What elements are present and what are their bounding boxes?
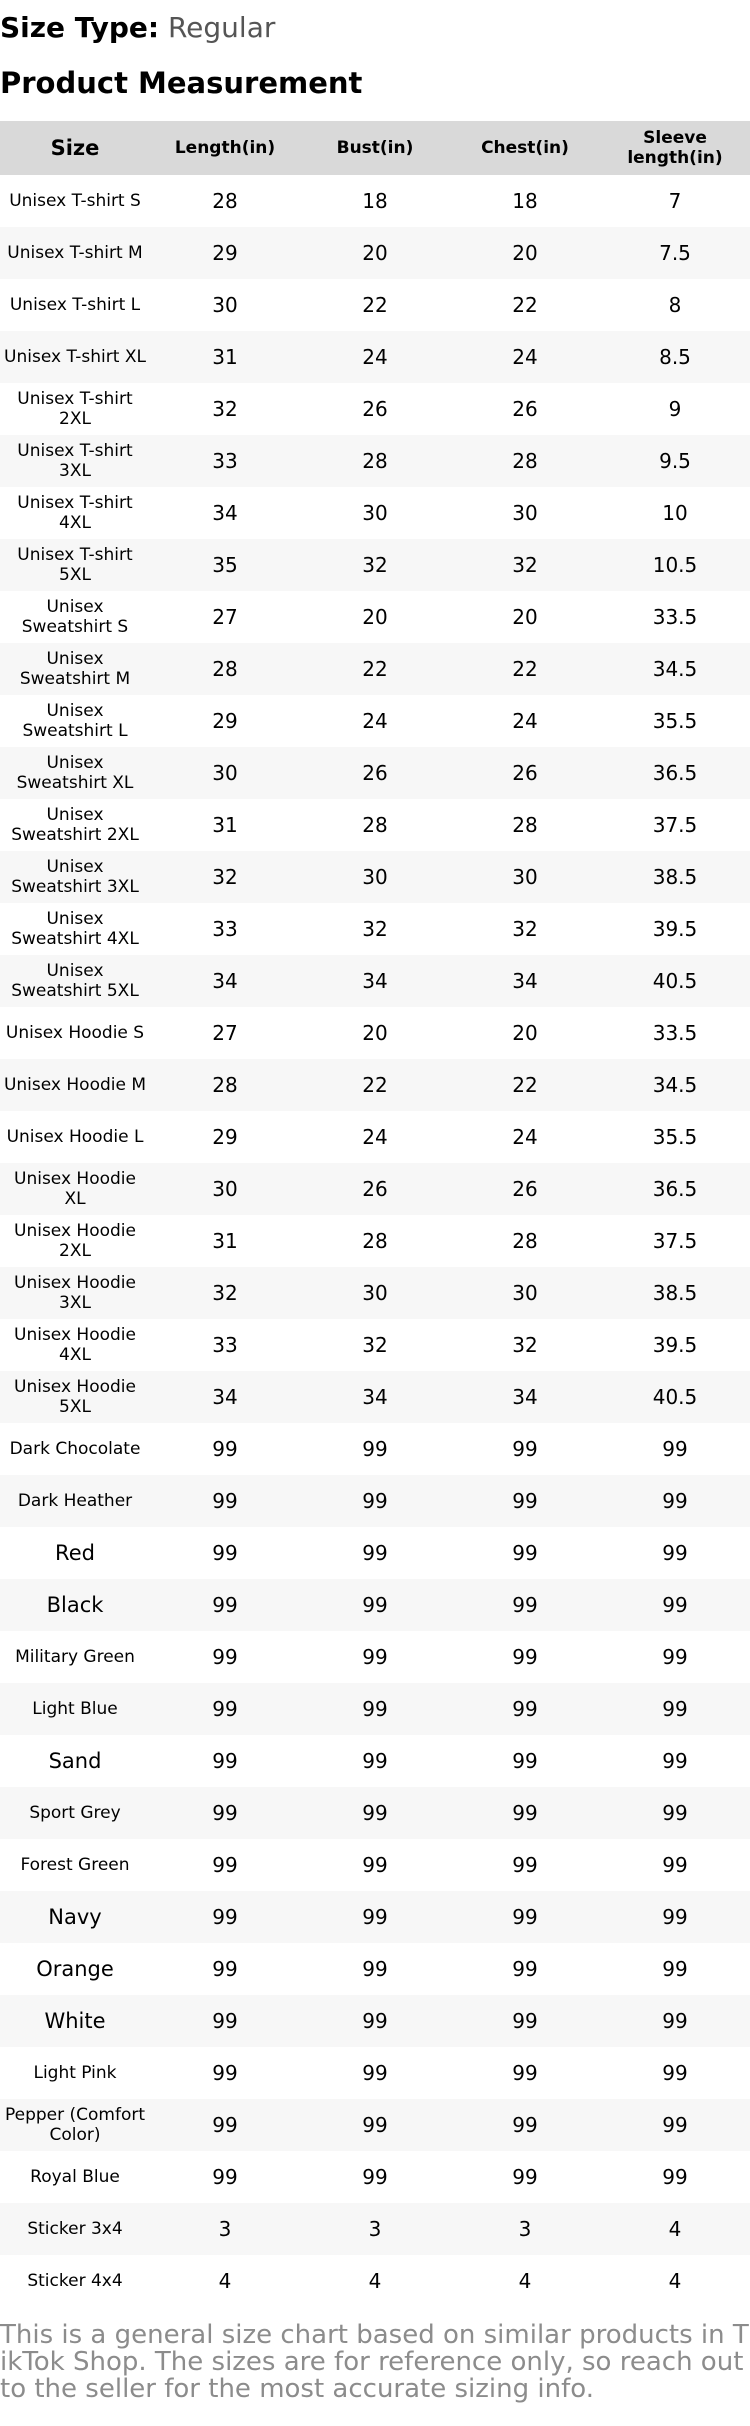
section-title: Product Measurement — [0, 66, 363, 100]
sleeve-length-cell: 36.5 — [652, 1177, 698, 1201]
bust-cell: 99 — [362, 1905, 388, 1929]
length-cell: 32 — [212, 865, 238, 889]
table-row — [0, 1267, 750, 1319]
size-cell: Dark Heather — [17, 1491, 133, 1511]
size-cell: Dark Chocolate — [9, 1439, 141, 1459]
column-header-size: Size — [50, 136, 100, 160]
sleeve-length-cell: 10.5 — [652, 553, 698, 577]
sleeve-length-cell: 99 — [662, 1801, 688, 1825]
bust-cell: 99 — [362, 2113, 388, 2137]
chest-cell: 28 — [512, 1229, 538, 1253]
table-row — [0, 1683, 750, 1735]
bust-cell: 99 — [362, 1489, 388, 1513]
size-cell: Orange — [36, 1957, 114, 1981]
length-cell: 34 — [212, 501, 238, 525]
chest-cell: 24 — [512, 1125, 538, 1149]
size-cell: Unisex Sweatshirt 5XL — [11, 961, 139, 1001]
bust-cell: 20 — [362, 241, 388, 265]
size-cell: Unisex Sweatshirt 2XL — [11, 805, 139, 845]
bust-cell: 24 — [362, 709, 388, 733]
table-row — [0, 279, 750, 331]
sleeve-length-cell: 39.5 — [652, 1333, 698, 1357]
size-type-line — [0, 8, 275, 48]
sleeve-length-cell: 99 — [662, 2165, 688, 2189]
bust-cell: 26 — [362, 761, 388, 785]
length-cell: 31 — [212, 345, 238, 369]
sleeve-length-cell: 99 — [662, 1645, 688, 1669]
length-cell: 99 — [212, 2009, 238, 2033]
size-cell: Unisex Hoodie 5XL — [14, 1377, 136, 1417]
length-cell: 30 — [212, 1177, 238, 1201]
chest-cell: 99 — [512, 1957, 538, 1981]
sleeve-length-cell: 35.5 — [652, 1125, 698, 1149]
chest-cell: 24 — [512, 709, 538, 733]
table-body — [0, 175, 750, 2307]
table-row — [0, 2099, 750, 2151]
sleeve-length-cell: 38.5 — [652, 865, 698, 889]
sleeve-length-cell: 34.5 — [652, 1073, 698, 1097]
size-cell: Unisex Sweatshirt 3XL — [11, 857, 139, 897]
size-cell: Unisex Sweatshirt 4XL — [11, 909, 139, 949]
bust-cell: 22 — [362, 293, 388, 317]
bust-cell: 99 — [362, 1697, 388, 1721]
bust-cell: 32 — [362, 917, 388, 941]
table-row — [0, 1371, 750, 1423]
table-row — [0, 1423, 750, 1475]
table-row — [0, 955, 750, 1007]
sleeve-length-cell: 34.5 — [652, 657, 698, 681]
bust-cell: 99 — [362, 2165, 388, 2189]
chest-cell: 30 — [512, 501, 538, 525]
size-cell: Unisex T-shirt 3XL — [17, 441, 133, 481]
length-cell: 28 — [212, 189, 238, 213]
table-row — [0, 1319, 750, 1371]
size-cell: Unisex Sweatshirt XL — [16, 753, 134, 793]
size-type-value: Regular — [167, 11, 276, 44]
length-cell: 29 — [212, 709, 238, 733]
sleeve-length-cell: 33.5 — [652, 1021, 698, 1045]
chest-cell: 20 — [512, 605, 538, 629]
size-cell: Pepper (Comfort Color) — [4, 2105, 146, 2145]
table-row — [0, 1787, 750, 1839]
size-cell: Navy — [48, 1905, 102, 1929]
chest-cell: 99 — [512, 2113, 538, 2137]
size-cell: Sand — [48, 1749, 102, 1773]
bust-cell: 99 — [362, 1801, 388, 1825]
sleeve-length-cell: 4 — [668, 2269, 682, 2293]
sleeve-length-cell: 33.5 — [652, 605, 698, 629]
size-cell: Unisex Sweatshirt M — [19, 649, 131, 689]
sleeve-length-cell: 99 — [662, 1437, 688, 1461]
table-row — [0, 747, 750, 799]
sleeve-length-cell: 36.5 — [652, 761, 698, 785]
size-cell: Unisex T-shirt XL — [4, 347, 146, 367]
bust-cell: 22 — [362, 1073, 388, 1097]
length-cell: 34 — [212, 969, 238, 993]
length-cell: 99 — [212, 1593, 238, 1617]
length-cell: 99 — [212, 2061, 238, 2085]
chest-cell: 22 — [512, 1073, 538, 1097]
sleeve-length-cell: 99 — [662, 1697, 688, 1721]
chest-cell: 28 — [512, 449, 538, 473]
size-type-label: Size Type: — [0, 11, 160, 44]
sleeve-length-cell: 99 — [662, 1541, 688, 1565]
bust-cell: 32 — [362, 1333, 388, 1357]
bust-cell: 99 — [362, 2009, 388, 2033]
chest-cell: 32 — [512, 917, 538, 941]
sleeve-length-cell: 9.5 — [659, 449, 691, 473]
table-row — [0, 539, 750, 591]
sleeve-length-cell: 37.5 — [652, 813, 698, 837]
sleeve-length-cell: 99 — [662, 1749, 688, 1773]
chest-cell: 22 — [512, 657, 538, 681]
size-cell: Sport Grey — [29, 1803, 121, 1823]
size-cell: Sticker 4x4 — [27, 2271, 123, 2291]
length-cell: 32 — [212, 1281, 238, 1305]
bust-cell: 4 — [368, 2269, 382, 2293]
length-cell: 99 — [212, 2165, 238, 2189]
sleeve-length-cell: 99 — [662, 1489, 688, 1513]
sleeve-length-cell: 8 — [668, 293, 682, 317]
length-cell: 3 — [218, 2217, 232, 2241]
table-row — [0, 2047, 750, 2099]
sleeve-length-cell: 4 — [668, 2217, 682, 2241]
size-cell: Sticker 3x4 — [27, 2219, 123, 2239]
sleeve-length-cell: 99 — [662, 2009, 688, 2033]
size-cell: Forest Green — [20, 1855, 130, 1875]
table-row — [0, 799, 750, 851]
table-row — [0, 1527, 750, 1579]
chest-cell: 99 — [512, 1697, 538, 1721]
sleeve-length-cell: 38.5 — [652, 1281, 698, 1305]
length-cell: 99 — [212, 1437, 238, 1461]
table-row — [0, 1579, 750, 1631]
chest-cell: 99 — [512, 1645, 538, 1669]
sleeve-length-cell: 10 — [662, 501, 688, 525]
sleeve-length-cell: 99 — [662, 1905, 688, 1929]
length-cell: 99 — [212, 1749, 238, 1773]
chest-cell: 32 — [512, 553, 538, 577]
length-cell: 99 — [212, 1489, 238, 1513]
bust-cell: 24 — [362, 1125, 388, 1149]
size-cell: Unisex T-shirt M — [7, 243, 143, 263]
length-cell: 4 — [218, 2269, 232, 2293]
table-row — [0, 1007, 750, 1059]
chest-cell: 32 — [512, 1333, 538, 1357]
chest-cell: 22 — [512, 293, 538, 317]
size-cell: Unisex Hoodie XL — [14, 1169, 136, 1209]
size-cell: Unisex Hoodie 4XL — [14, 1325, 136, 1365]
bust-cell: 99 — [362, 1749, 388, 1773]
chest-cell: 4 — [518, 2269, 532, 2293]
length-cell: 33 — [212, 1333, 238, 1357]
chest-cell: 26 — [512, 761, 538, 785]
size-cell: Unisex T-shirt 5XL — [17, 545, 133, 585]
length-cell: 30 — [212, 293, 238, 317]
table-row — [0, 383, 750, 435]
table-row — [0, 1631, 750, 1683]
length-cell: 29 — [212, 1125, 238, 1149]
size-cell: Unisex T-shirt 4XL — [17, 493, 133, 533]
bust-cell: 20 — [362, 1021, 388, 1045]
chest-cell: 99 — [512, 1905, 538, 1929]
sleeve-length-cell: 99 — [662, 1593, 688, 1617]
size-cell: Light Blue — [32, 1699, 118, 1719]
column-header-sleeve-length: Sleeve length(in) — [627, 128, 723, 168]
length-cell: 28 — [212, 657, 238, 681]
length-cell: 99 — [212, 2113, 238, 2137]
bust-cell: 20 — [362, 605, 388, 629]
chest-cell: 99 — [512, 1437, 538, 1461]
size-cell: Unisex Hoodie M — [3, 1075, 147, 1095]
bust-cell: 28 — [362, 813, 388, 837]
size-chart-table — [0, 121, 750, 2307]
bust-cell: 30 — [362, 501, 388, 525]
table-row — [0, 2203, 750, 2255]
chest-cell: 99 — [512, 1801, 538, 1825]
chest-cell: 99 — [512, 1489, 538, 1513]
length-cell: 99 — [212, 1957, 238, 1981]
chest-cell: 99 — [512, 2165, 538, 2189]
table-row — [0, 487, 750, 539]
size-cell: Unisex Hoodie 2XL — [14, 1221, 136, 1261]
sleeve-length-cell: 7 — [668, 189, 682, 213]
length-cell: 27 — [212, 605, 238, 629]
table-row — [0, 903, 750, 955]
column-header-chest: Chest(in) — [481, 138, 569, 158]
bust-cell: 3 — [368, 2217, 382, 2241]
chest-cell: 99 — [512, 1749, 538, 1773]
size-chart-disclaimer: This is a general size chart based on similar products in TikTok Shop. The sizes are for reference only, so reach out to the seller for the most accurate sizing info. — [0, 2320, 749, 2404]
table-row — [0, 1839, 750, 1891]
table-row — [0, 1059, 750, 1111]
bust-cell: 32 — [362, 553, 388, 577]
size-cell: White — [44, 2009, 106, 2033]
table-row — [0, 1735, 750, 1787]
size-cell: Unisex T-shirt S — [9, 191, 141, 211]
length-cell: 35 — [212, 553, 238, 577]
size-cell: Black — [46, 1593, 104, 1617]
table-row — [0, 1475, 750, 1527]
bust-cell: 26 — [362, 1177, 388, 1201]
table-row — [0, 851, 750, 903]
sleeve-length-cell: 37.5 — [652, 1229, 698, 1253]
chest-cell: 26 — [512, 397, 538, 421]
length-cell: 99 — [212, 1853, 238, 1877]
sleeve-length-cell: 99 — [662, 1853, 688, 1877]
table-row — [0, 175, 750, 227]
chest-cell: 3 — [518, 2217, 532, 2241]
table-row — [0, 1891, 750, 1943]
chest-cell: 20 — [512, 241, 538, 265]
bust-cell: 99 — [362, 1957, 388, 1981]
chest-cell: 99 — [512, 2061, 538, 2085]
size-cell: Unisex Sweatshirt L — [22, 701, 128, 741]
bust-cell: 99 — [362, 1853, 388, 1877]
table-row — [0, 331, 750, 383]
chest-cell: 99 — [512, 1541, 538, 1565]
chest-cell: 99 — [512, 2009, 538, 2033]
chest-cell: 99 — [512, 1853, 538, 1877]
sleeve-length-cell: 7.5 — [659, 241, 691, 265]
chest-cell: 24 — [512, 345, 538, 369]
length-cell: 33 — [212, 449, 238, 473]
bust-cell: 18 — [362, 189, 388, 213]
bust-cell: 28 — [362, 1229, 388, 1253]
chest-cell: 34 — [512, 1385, 538, 1409]
size-cell: Military Green — [15, 1647, 135, 1667]
bust-cell: 34 — [362, 969, 388, 993]
size-cell: Unisex Hoodie 3XL — [14, 1273, 136, 1313]
length-cell: 29 — [212, 241, 238, 265]
size-cell: Red — [55, 1541, 95, 1565]
size-cell: Unisex Sweatshirt S — [21, 597, 129, 637]
chest-cell: 28 — [512, 813, 538, 837]
sleeve-length-cell: 9 — [668, 397, 682, 421]
sleeve-length-cell: 99 — [662, 1957, 688, 1981]
table-row — [0, 2151, 750, 2203]
chest-cell: 99 — [512, 1593, 538, 1617]
chest-cell: 30 — [512, 1281, 538, 1305]
table-row — [0, 1163, 750, 1215]
length-cell: 28 — [212, 1073, 238, 1097]
bust-cell: 28 — [362, 449, 388, 473]
length-cell: 32 — [212, 397, 238, 421]
bust-cell: 26 — [362, 397, 388, 421]
length-cell: 99 — [212, 1697, 238, 1721]
bust-cell: 99 — [362, 1437, 388, 1461]
table-row — [0, 1995, 750, 2047]
sleeve-length-cell: 99 — [662, 2061, 688, 2085]
sleeve-length-cell: 35.5 — [652, 709, 698, 733]
size-cell: Royal Blue — [30, 2167, 120, 2187]
bust-cell: 99 — [362, 1541, 388, 1565]
length-cell: 33 — [212, 917, 238, 941]
table-row — [0, 1943, 750, 1995]
sleeve-length-cell: 8.5 — [659, 345, 691, 369]
size-cell: Light Pink — [33, 2063, 117, 2083]
length-cell: 31 — [212, 813, 238, 837]
length-cell: 99 — [212, 1645, 238, 1669]
length-cell: 99 — [212, 1905, 238, 1929]
sleeve-length-cell: 39.5 — [652, 917, 698, 941]
table-row — [0, 2255, 750, 2307]
table-row — [0, 1111, 750, 1163]
table-row — [0, 695, 750, 747]
table-row — [0, 591, 750, 643]
bust-cell: 99 — [362, 1593, 388, 1617]
sleeve-length-cell: 40.5 — [652, 969, 698, 993]
chest-cell: 18 — [512, 189, 538, 213]
length-cell: 34 — [212, 1385, 238, 1409]
size-cell: Unisex T-shirt 2XL — [17, 389, 133, 429]
length-cell: 27 — [212, 1021, 238, 1045]
table-header-row — [0, 121, 750, 175]
size-cell: Unisex Hoodie S — [5, 1023, 145, 1043]
bust-cell: 30 — [362, 865, 388, 889]
length-cell: 99 — [212, 1541, 238, 1565]
length-cell: 99 — [212, 1801, 238, 1825]
table-row — [0, 435, 750, 487]
chest-cell: 30 — [512, 865, 538, 889]
size-cell: Unisex Hoodie L — [6, 1127, 144, 1147]
column-header-length: Length(in) — [174, 138, 276, 158]
bust-cell: 99 — [362, 1645, 388, 1669]
bust-cell: 30 — [362, 1281, 388, 1305]
chest-cell: 20 — [512, 1021, 538, 1045]
bust-cell: 22 — [362, 657, 388, 681]
column-header-bust: Bust(in) — [336, 138, 414, 158]
size-cell: Unisex T-shirt L — [9, 295, 141, 315]
table-row — [0, 1215, 750, 1267]
chest-cell: 34 — [512, 969, 538, 993]
table-row — [0, 227, 750, 279]
length-cell: 30 — [212, 761, 238, 785]
bust-cell: 24 — [362, 345, 388, 369]
sleeve-length-cell: 99 — [662, 2113, 688, 2137]
chest-cell: 26 — [512, 1177, 538, 1201]
table-row — [0, 643, 750, 695]
sleeve-length-cell: 40.5 — [652, 1385, 698, 1409]
length-cell: 31 — [212, 1229, 238, 1253]
bust-cell: 34 — [362, 1385, 388, 1409]
bust-cell: 99 — [362, 2061, 388, 2085]
